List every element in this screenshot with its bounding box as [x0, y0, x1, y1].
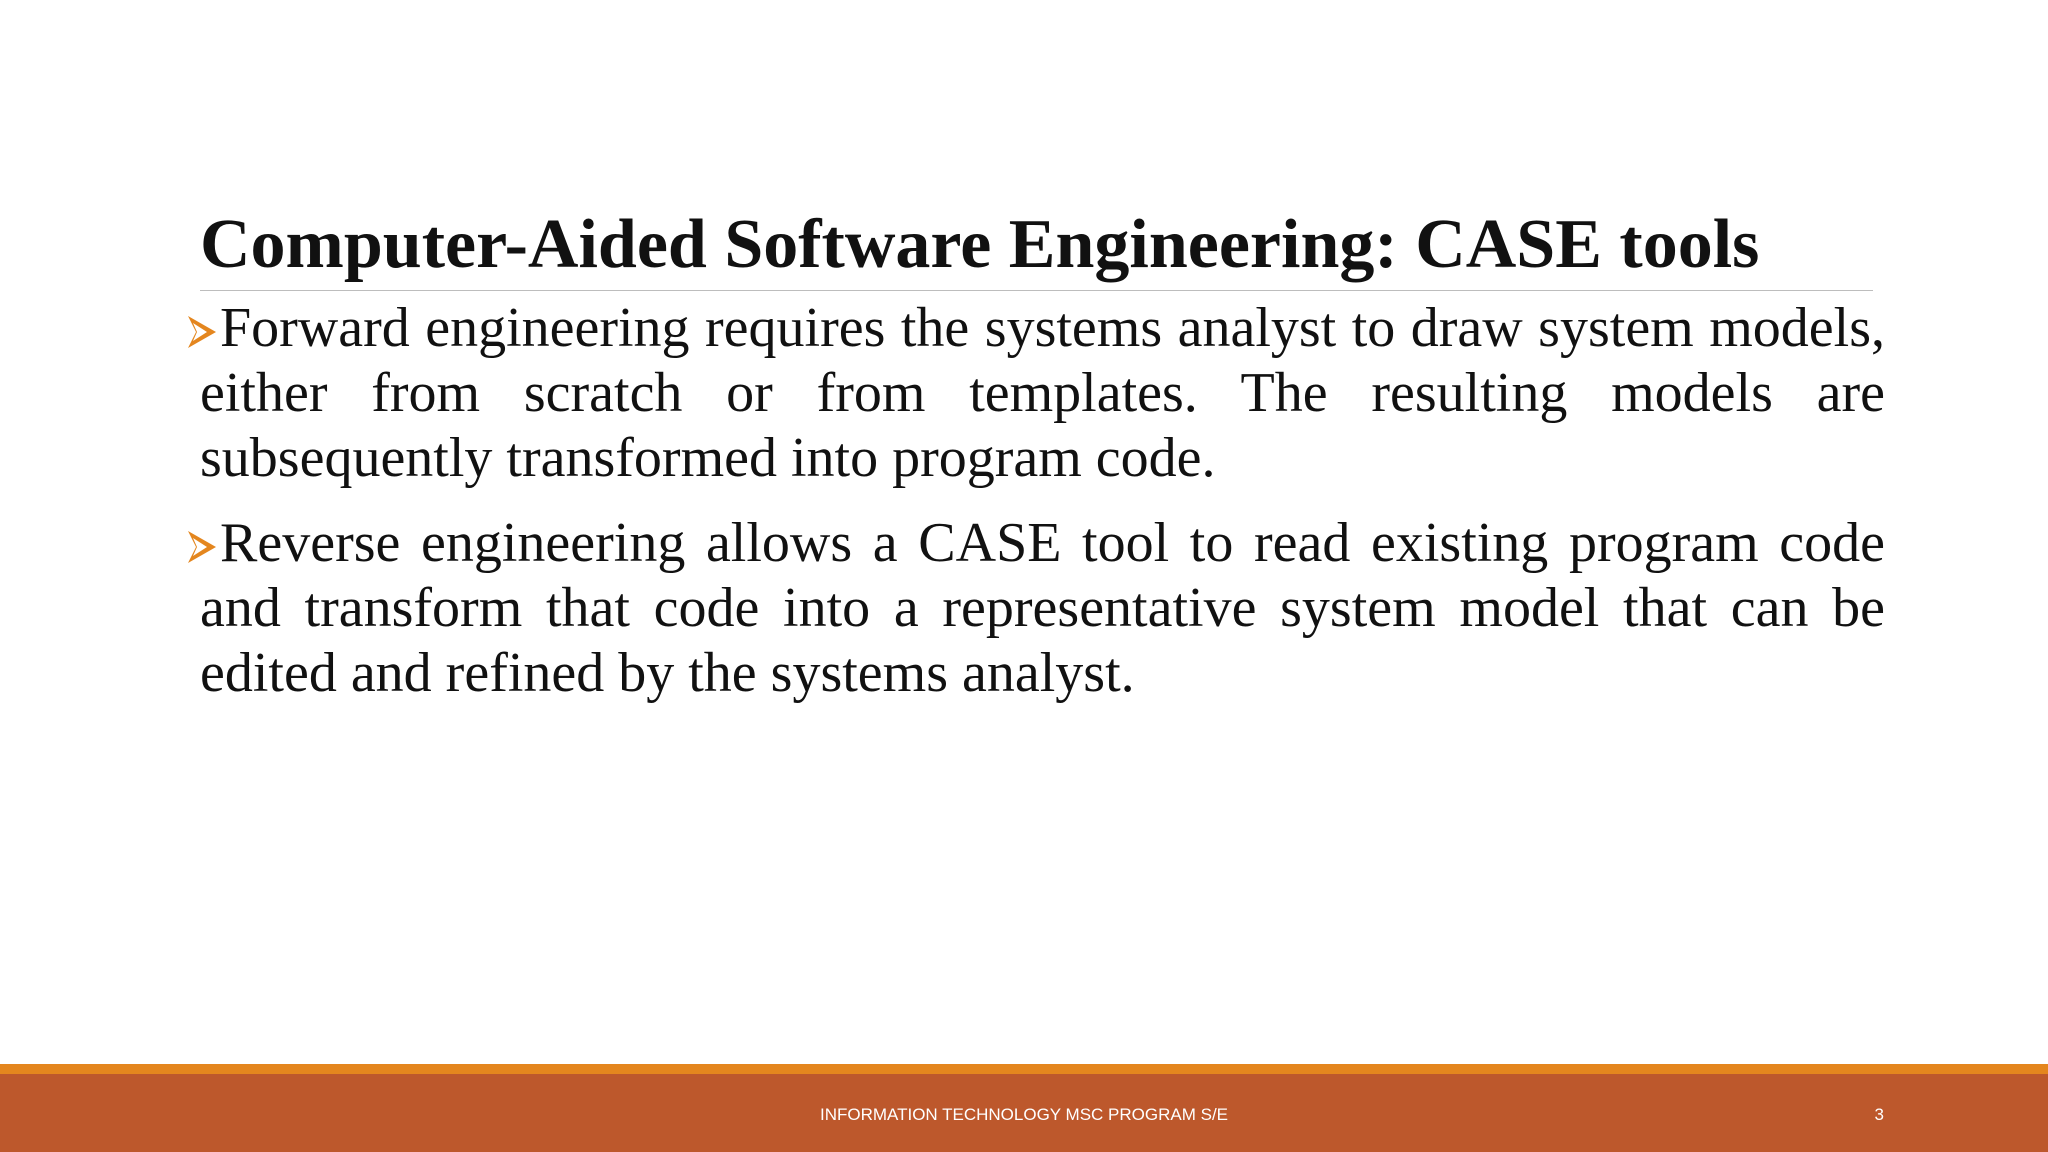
title-divider — [200, 290, 1873, 291]
arrowhead-bullet-icon — [186, 521, 220, 561]
page-number: 3 — [1874, 1105, 1884, 1124]
slide-title: Computer-Aided Software Engineering: CASE tools — [200, 206, 1760, 283]
bullet-item-reverse-engineering — [200, 511, 1885, 706]
bullet-text: Forward engineering requires the systems analyst to draw system models, either from scratch or from templates. The resulting models are subsequently transformed into program code. — [200, 297, 1885, 489]
bullet-text: Reverse engineering allows a CASE tool to read existing program code and transform that code into a representative system model that can be edited and refined by the systems analyst. — [200, 512, 1885, 704]
arrowhead-bullet-icon — [186, 306, 220, 346]
footer-text: INFORMATION TECHNOLOGY MSC PROGRAM S/E — [819, 1105, 1229, 1124]
footer-accent-stripe — [0, 1064, 2048, 1074]
slide-body — [200, 296, 1885, 726]
bullet-item-forward-engineering — [200, 296, 1885, 491]
